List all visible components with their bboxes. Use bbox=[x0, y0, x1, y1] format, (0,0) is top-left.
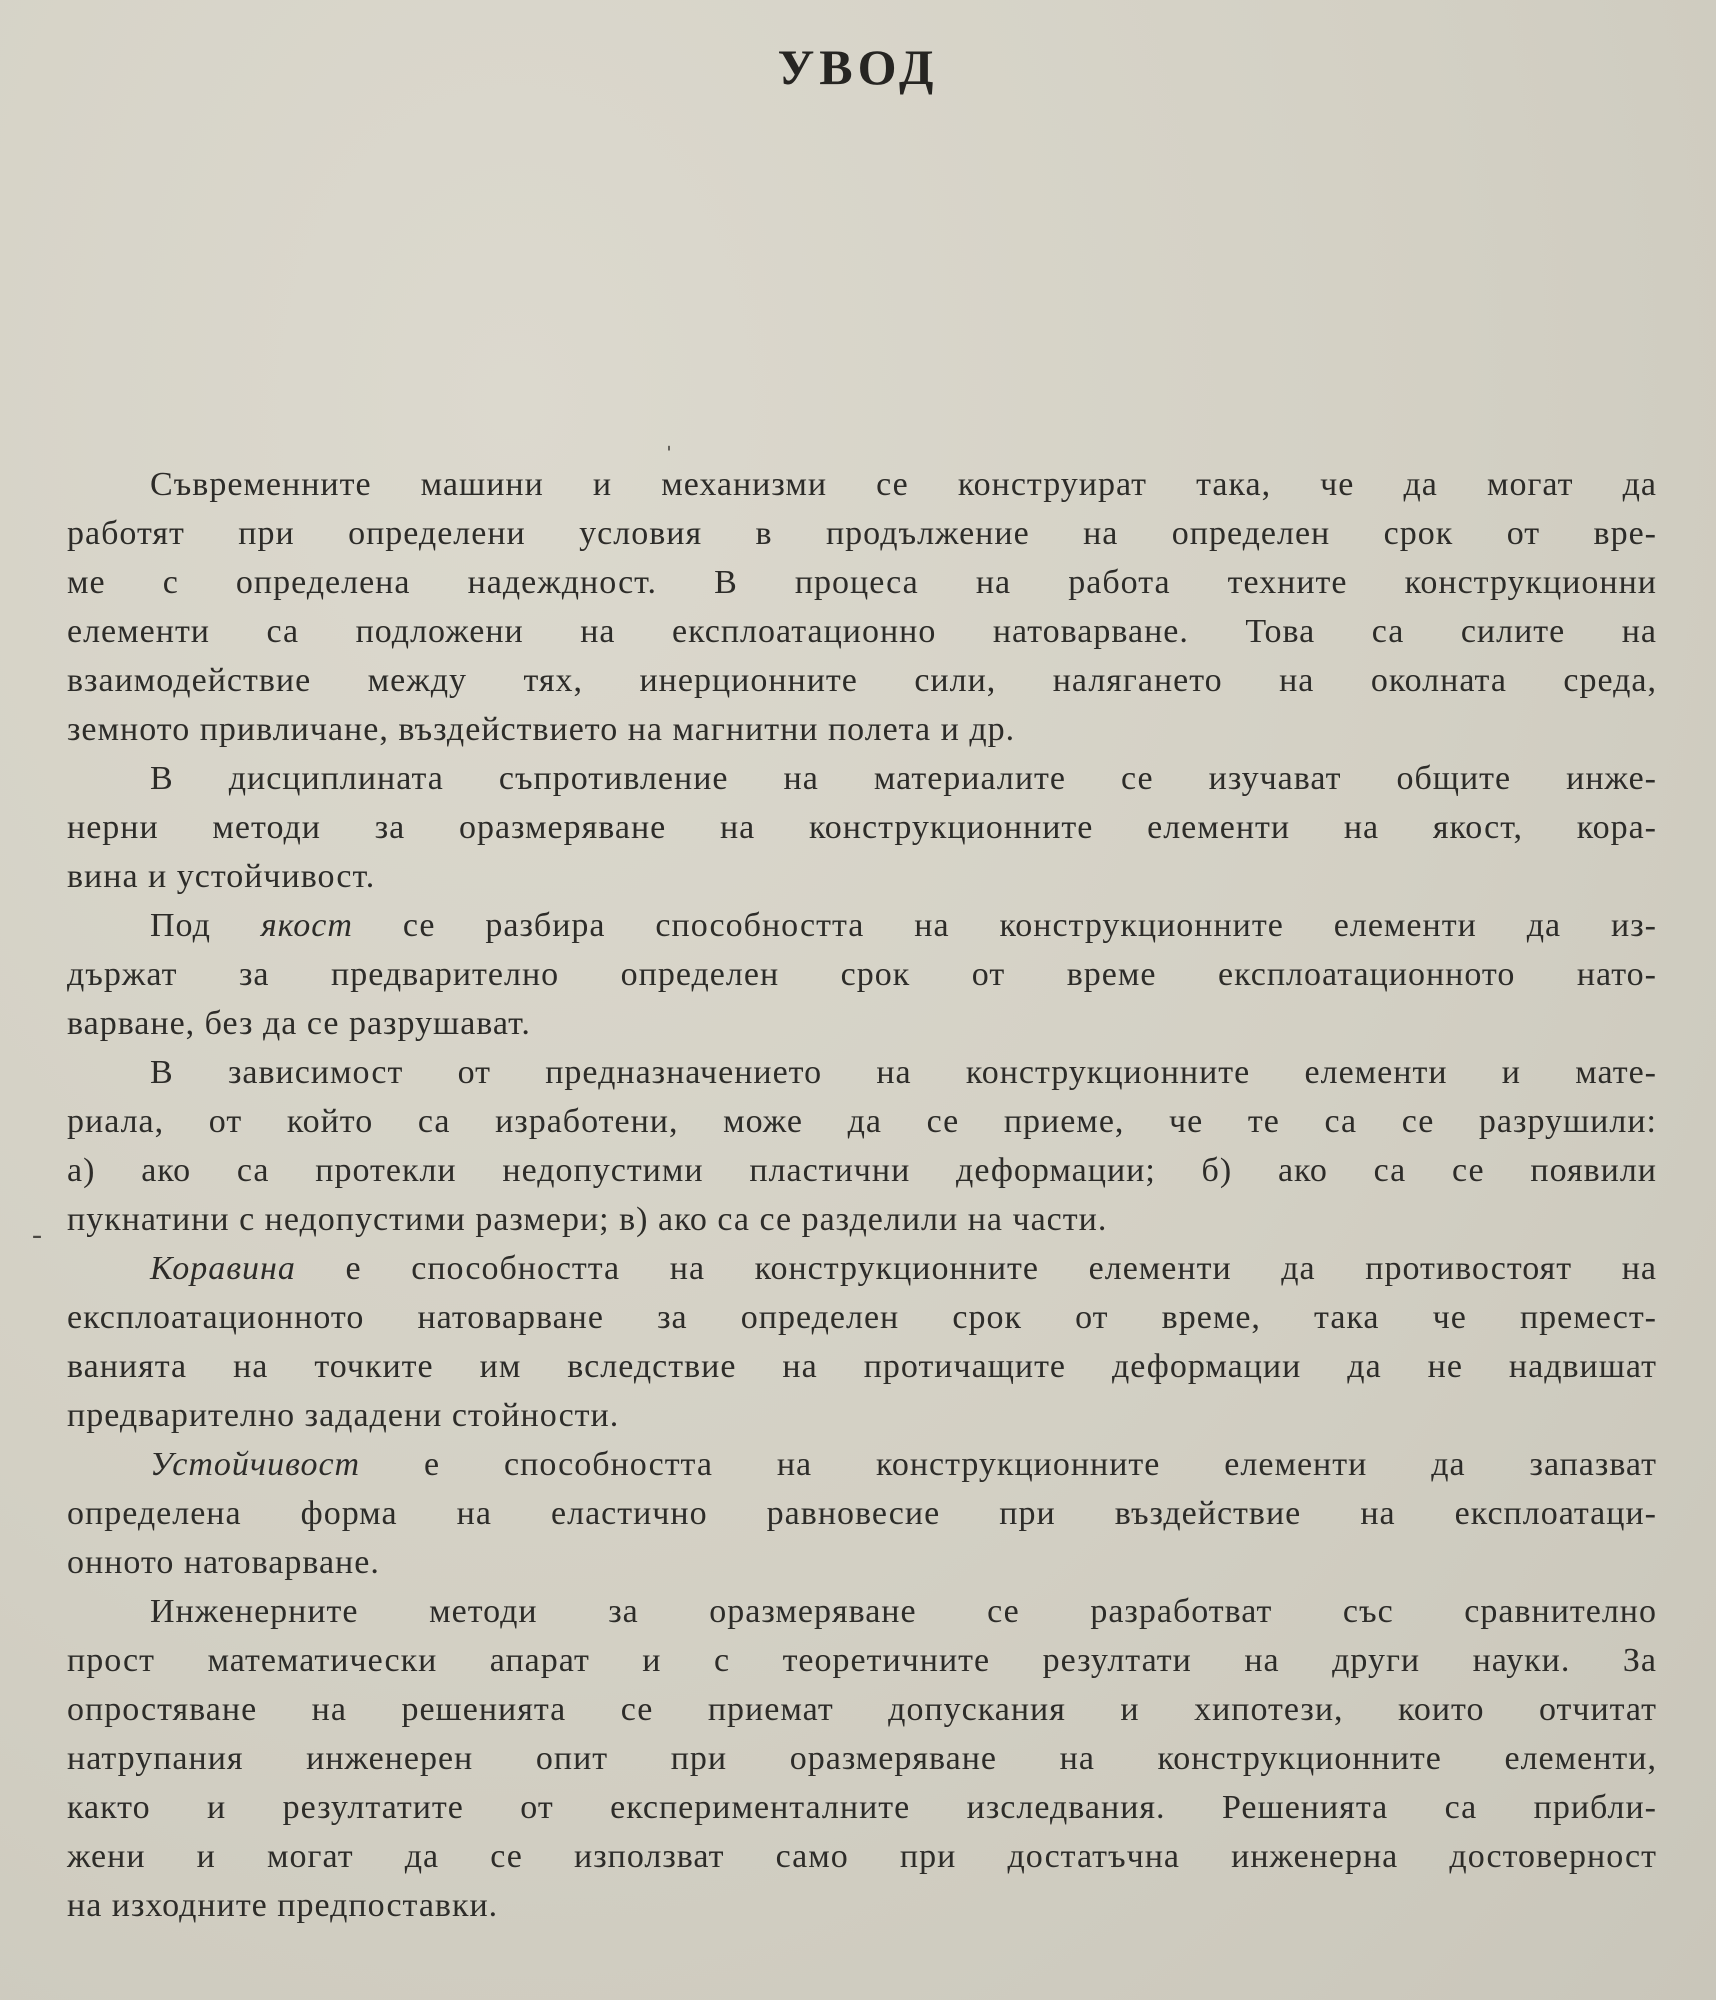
paragraph-6 bbox=[67, 1440, 1657, 1587]
text-run: е способността на конструкционните елементи да противостоят на bbox=[295, 1250, 1657, 1287]
text-line: нерни методи за оразмеряване на конструкционните елементи на якост, кора- bbox=[67, 809, 1657, 846]
text-line bbox=[67, 901, 1657, 950]
paragraph-2 bbox=[67, 754, 1657, 901]
paragraph-3 bbox=[67, 901, 1657, 1048]
text-line: а) ако са протекли недопустими пластични деформации; б) ако са се появили bbox=[67, 1152, 1657, 1189]
text-line: варване, без да се разрушават. bbox=[67, 1005, 531, 1042]
text-line bbox=[67, 1244, 1657, 1293]
text-line: земното привличане, въздействието на магнитни полета и др. bbox=[67, 711, 1016, 748]
text-line: на изходните предпоставки. bbox=[67, 1887, 499, 1924]
text-line: прост математически апарат и с теоретичните резултати на други науки. За bbox=[67, 1642, 1657, 1679]
text-line: пукнатини с недопустими размери; в) ако са се разделили на части. bbox=[67, 1201, 1108, 1238]
text-line: опростяване на решенията се приемат допускания и хипотези, които отчитат bbox=[67, 1691, 1657, 1728]
text-line: В дисциплината съпротивление на материалите се изучават общите инже- bbox=[150, 760, 1657, 797]
page-title: УВОД bbox=[777, 39, 939, 95]
emphasis-term: якост bbox=[260, 907, 353, 944]
text-line: предварително зададени стойности. bbox=[67, 1397, 620, 1434]
text-line: елементи са подложени на експлоатационно натоварване. Това са силите на bbox=[67, 613, 1657, 650]
paragraph-7 bbox=[67, 1587, 1657, 1930]
margin-dash: - bbox=[32, 1218, 42, 1251]
text-line: ванията на точките им вследствие на протичащите деформации да не надвишат bbox=[67, 1348, 1657, 1385]
text-line: риала, от който са изработени, може да се приеме, че те са се разрушили: bbox=[67, 1103, 1657, 1140]
paragraph-1 bbox=[67, 460, 1657, 754]
text-line: онното натоварване. bbox=[67, 1544, 380, 1581]
emphasis-term: Коравина bbox=[150, 1250, 296, 1287]
text-line: взаимодействие между тях, инерционните сили, налягането на околната среда, bbox=[67, 662, 1657, 699]
text-run: Под bbox=[150, 907, 261, 944]
text-line: ме с определена надеждност. В процеса на работа техните конструкционни bbox=[67, 564, 1657, 601]
text-line: държат за предварително определен срок от време експлоатационното нато- bbox=[67, 956, 1657, 993]
paragraph-4 bbox=[67, 1048, 1657, 1244]
body-text bbox=[67, 460, 1657, 1930]
text-line: натрупания инженерен опит при оразмеряване на конструкционните елементи, bbox=[67, 1740, 1657, 1777]
stray-mark: ˌ bbox=[664, 418, 674, 451]
text-line: вина и устойчивост. bbox=[67, 858, 376, 895]
text-line: работят при определени условия в продължение на определен срок от вре- bbox=[67, 515, 1657, 552]
text-line: В зависимост от предназначението на конструкционните елементи и мате- bbox=[150, 1054, 1657, 1091]
text-run: се разбира способността на конструкционните елементи да из- bbox=[352, 907, 1658, 944]
text-line: Съвременните машини и механизми се конструират така, че да могат да bbox=[150, 466, 1657, 503]
text-line: експлоатационното натоварване за определен срок от време, така че премест- bbox=[67, 1299, 1657, 1336]
text-line: жени и могат да се използват само при достатъчна инженерна достоверност bbox=[67, 1838, 1657, 1875]
text-run: е способността на конструкционните елементи да запазват bbox=[360, 1446, 1657, 1483]
emphasis-term: Устойчивост bbox=[150, 1446, 361, 1483]
text-line: Инженерните методи за оразмеряване се разработват със сравнително bbox=[150, 1593, 1657, 1630]
text-line bbox=[67, 1440, 1657, 1489]
paragraph-5 bbox=[67, 1244, 1657, 1440]
text-line: както и резултатите от експерименталните изследвания. Решенията са прибли- bbox=[67, 1789, 1657, 1826]
text-line: определена форма на еластично равновесие при въздействие на експлоатаци- bbox=[67, 1495, 1657, 1532]
